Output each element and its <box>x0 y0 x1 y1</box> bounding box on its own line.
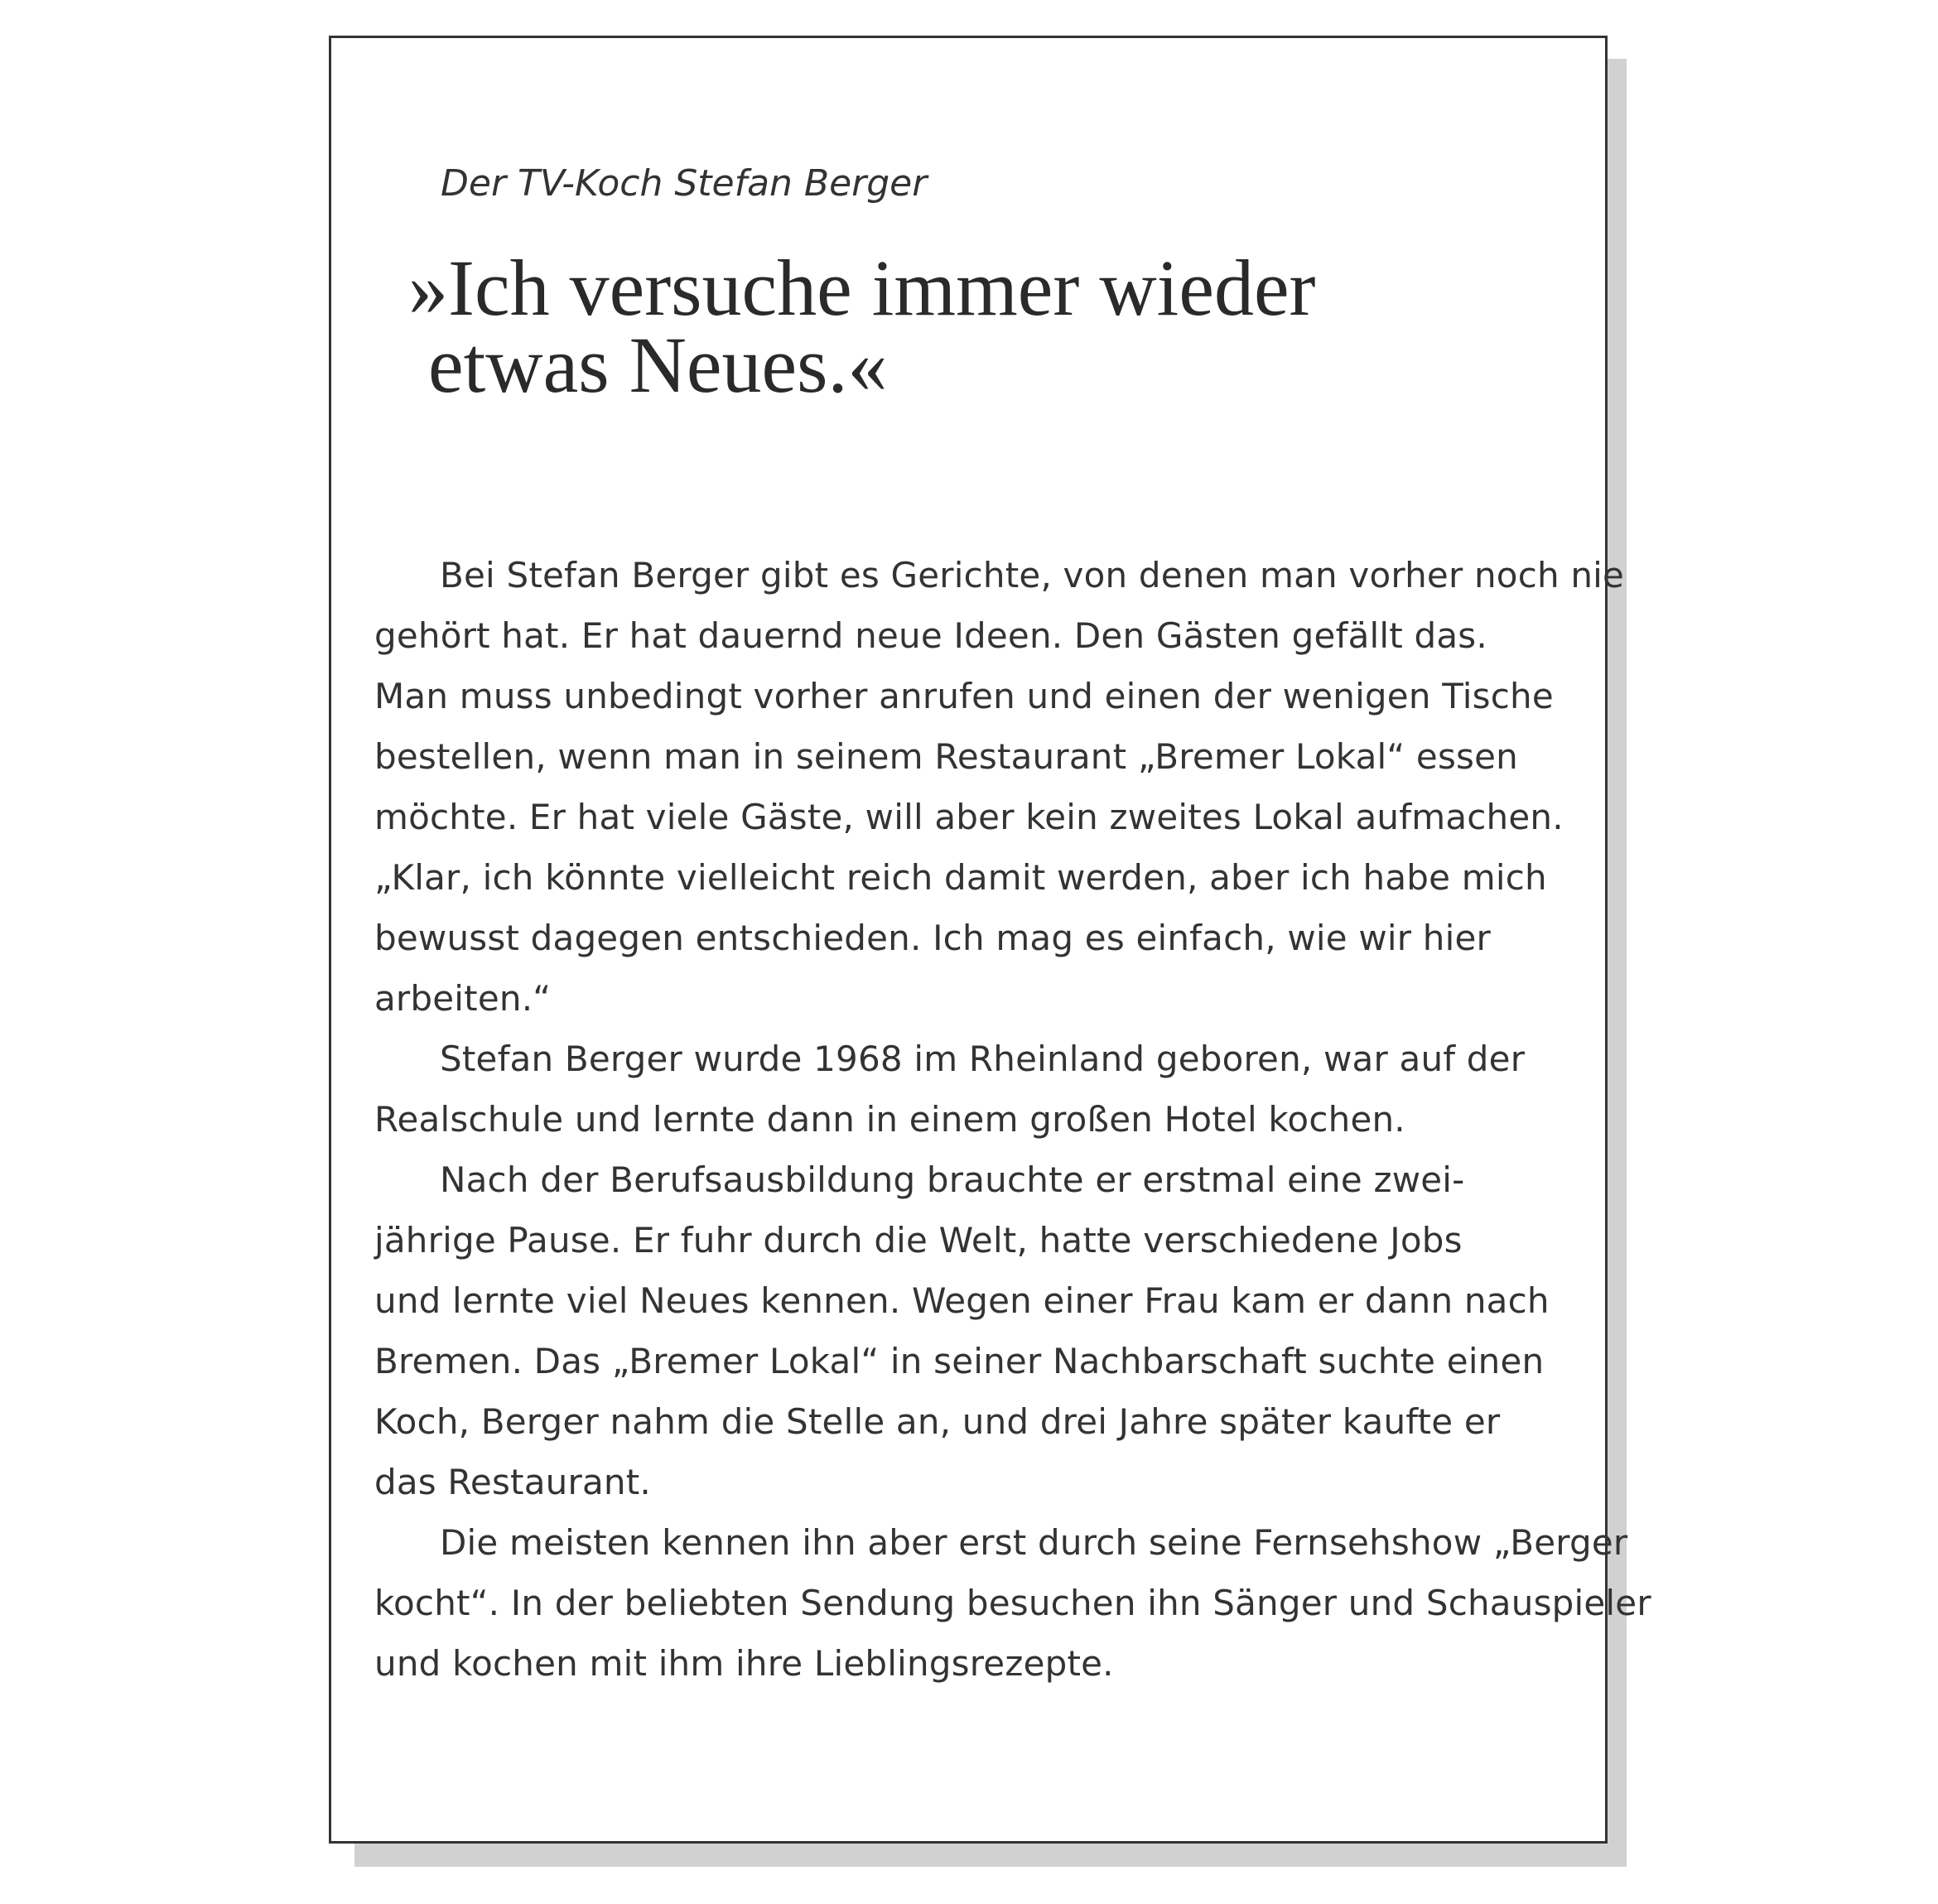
article-headline <box>408 243 1316 409</box>
paragraph-1-line-2: gehört hat. Er hat dauernd neue Ideen. Den Gästen gefällt das. <box>374 615 1487 656</box>
headline-line: »Ich versuche immer wieder <box>408 243 1316 332</box>
paragraph-2-line-2: Realschule und lernte dann in einem großen Hotel kochen. <box>374 1099 1405 1140</box>
paragraph-4-line-2: kocht“. In der beliebten Sendung besuchen ihn Sänger und Schauspieler <box>374 1583 1651 1623</box>
paragraph-1-line-6: „Klar, ich könnte vielleicht reich damit werden, aber ich habe mich <box>374 857 1547 898</box>
paragraph-1-line-5: möchte. Er hat viele Gäste, will aber kein zweites Lokal aufmachen. <box>374 797 1564 837</box>
paragraph-3-line-3: und lernte viel Neues kennen. Wegen einer Frau kam er dann nach <box>374 1280 1550 1321</box>
headline-line: etwas Neues.« <box>428 321 888 409</box>
paragraph-3-line-4: Bremen. Das „Bremer Lokal“ in seiner Nachbarschaft suchte einen <box>374 1341 1545 1381</box>
paragraph-2-line-1: Stefan Berger wurde 1968 im Rheinland geboren, war auf der <box>440 1039 1526 1079</box>
paragraph-1-line-1: Bei Stefan Berger gibt es Gerichte, von denen man vorher noch nie <box>440 555 1625 595</box>
paragraph-3-line-5: Koch, Berger nahm die Stelle an, und drei Jahre später kaufte er <box>374 1401 1501 1442</box>
paragraph-3-line-2: jährige Pause. Er fuhr durch die Welt, hatte verschiedene Jobs <box>374 1220 1463 1260</box>
paragraph-1-line-8: arbeiten.“ <box>374 978 552 1019</box>
paragraph-1-line-7: bewusst dagegen entschieden. Ich mag es einfach, wie wir hier <box>374 918 1491 958</box>
article-kicker: Der TV-Koch Stefan Berger <box>441 162 928 205</box>
document-page <box>329 36 1651 1844</box>
paragraph-1-line-3: Man muss unbedingt vorher anrufen und einen der wenigen Tische <box>374 676 1554 716</box>
paragraph-3-line-1: Nach der Berufsausbildung brauchte er erstmal eine zwei- <box>440 1159 1465 1200</box>
paragraph-1-line-4: bestellen, wenn man in seinem Restaurant „Bremer Lokal“ essen <box>374 736 1518 777</box>
paragraph-4-line-1: Die meisten kennen ihn aber erst durch seine Fernsehshow „Berger <box>440 1522 1628 1563</box>
article-body <box>374 545 1651 1694</box>
paragraph-3-line-6: das Restaurant. <box>374 1462 651 1502</box>
paragraph-4-line-3: und kochen mit ihm ihre Lieblingsrezepte. <box>374 1643 1114 1684</box>
